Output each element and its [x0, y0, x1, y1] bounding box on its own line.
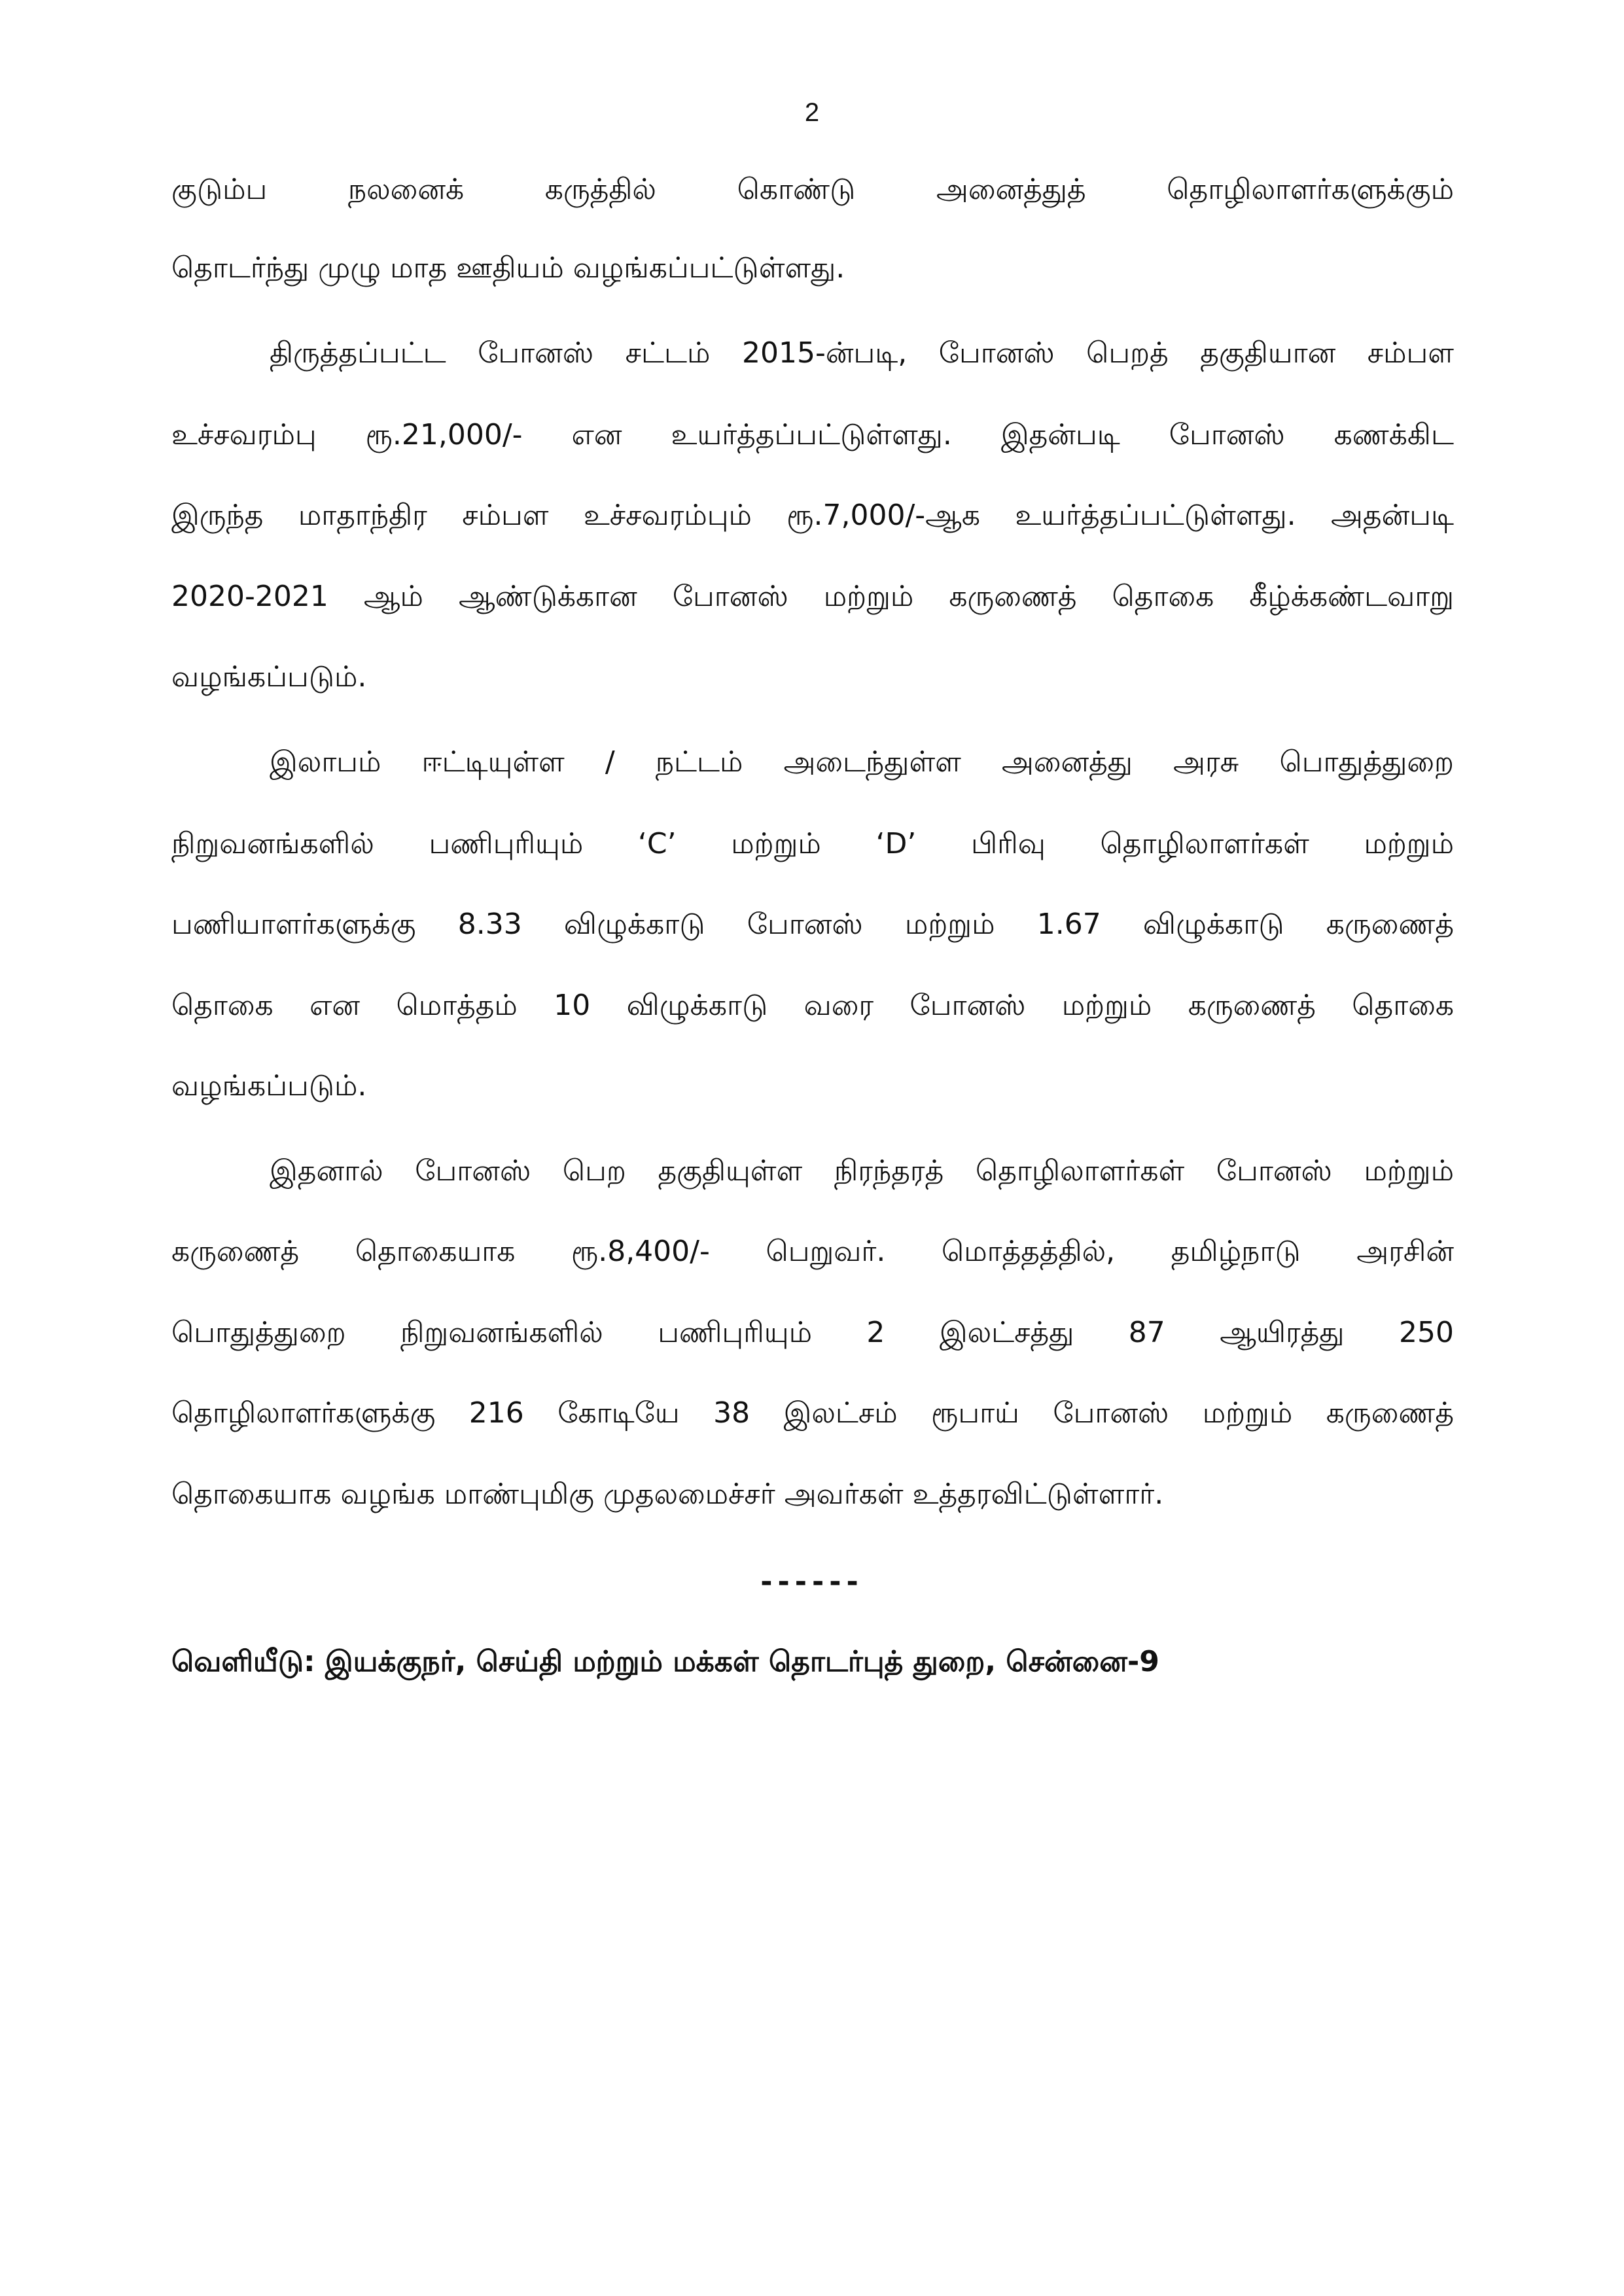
paragraph-1-line-2: தொடர்ந்து முழு மாத ஊதியம் வழங்கப்பட்டுள்ளது. [171, 251, 845, 285]
paragraph-4-line-4: தொழிலாளர்களுக்கு 216 கோடியே 38 இலட்சம் ரூபாய் போனஸ் மற்றும் கருணைத் [171, 1396, 1454, 1430]
paragraph-2-line-4: 2020-2021 ஆம் ஆண்டுக்கான போனஸ் மற்றும் கருணைத் தொகை கீழ்க்கண்டவாறு [171, 580, 1454, 613]
paragraph-1-line-1: குடும்ப நலனைக் கருத்தில் கொண்டு அனைத்துத் தொழிலாளர்களுக்கும் [171, 173, 1454, 206]
paragraph-4-line-1: இதனால் போனஸ் பெற தகுதியுள்ள நிரந்தரத் தொழிலாளர்கள் போனஸ் மற்றும் [270, 1154, 1454, 1188]
paragraph-4-line-5: தொகையாக வழங்க மாண்புமிகு முதலமைச்சர் அவர்கள் உத்தரவிட்டுள்ளார். [171, 1477, 1164, 1511]
paragraph-2-line-3: இருந்த மாதாந்திர சம்பள உச்சவரம்பும் ரூ.7,000/-ஆக உயர்த்தப்பட்டுள்ளது. அதன்படி [171, 499, 1454, 532]
paragraph-2-line-1: திருத்தப்பட்ட போனஸ் சட்டம் 2015-ன்படி, போனஸ் பெறத் தகுதியான சம்பள [270, 336, 1454, 370]
section-separator: ------ [760, 1565, 864, 1598]
paragraph-3-line-1: இலாபம் ஈட்டியுள்ள / நட்டம் அடைந்துள்ள அனைத்து அரசு பொதுத்துறை [270, 745, 1454, 779]
paragraph-4-line-3: பொதுத்துறை நிறுவனங்களில் பணிபுரியும் 2 இலட்சத்து 87 ஆயிரத்து 250 [171, 1316, 1454, 1349]
footer-release-note: வெளியீடு: இயக்குநர், செய்தி மற்றும் மக்கள் தொடர்புத் துறை, சென்னை-9 [171, 1645, 1159, 1678]
paragraph-3-line-2: நிறுவனங்களில் பணிபுரியும் ‘C’ மற்றும் ‘D’ பிரிவு தொழிலாளர்கள் மற்றும் [171, 827, 1454, 860]
paragraph-3-line-4: தொகை என மொத்தம் 10 விழுக்காடு வரை போனஸ் மற்றும் கருணைத் தொகை [171, 989, 1454, 1022]
paragraph-2-line-2: உச்சவரம்பு ரூ.21,000/- என உயர்த்தப்பட்டுள்ளது. இதன்படி போனஸ் கணக்கிட [171, 418, 1454, 451]
page-number: 2 [804, 98, 820, 127]
paragraph-4-line-2: கருணைத் தொகையாக ரூ.8,400/- பெறுவர். மொத்தத்தில், தமிழ்நாடு அரசின் [171, 1235, 1454, 1268]
paragraph-2-line-5: வழங்கப்படும். [171, 660, 367, 694]
paragraph-3-line-3: பணியாளர்களுக்கு 8.33 விழுக்காடு போனஸ் மற்றும் 1.67 விழுக்காடு கருணைத் [171, 908, 1454, 941]
paragraph-3-line-5: வழங்கப்படும். [171, 1069, 367, 1103]
